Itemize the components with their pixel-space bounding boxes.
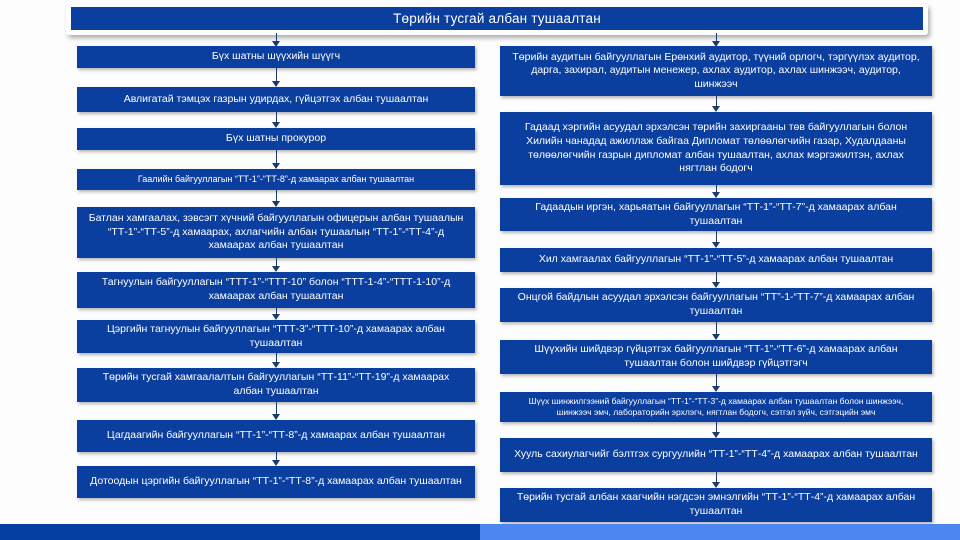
connector-arrow xyxy=(276,308,277,314)
connector-arrow xyxy=(716,96,717,106)
diagram-title: Төрийн тусгай албан тушаалтан xyxy=(71,7,923,30)
flow-node-left-7: Цэргийн тагнуулын байгууллагын “ТТТ-3”-“ТТТ-10”-д хамаарах албан тушаалтан xyxy=(77,320,475,353)
flow-node-left-8: Төрийн тусгай хамгаалалтын байгууллагын “ТТ-11”-“ТТ-19”-д хамаарах албан тушаалтан xyxy=(77,368,475,402)
flow-node-right-6: Шүүхийн шийдвэр гүйцэтгэх байгууллагын “ТТ-1”-“ТТ-6”-д хамаарах албан тушаалтан болон шийдвэр гүйцэтгэгч xyxy=(500,340,932,374)
flow-node-right-4: Хил хамгаалах байгууллагын “ТТ-1”-“ТТ-5”-д хамаарах албан тушаалтан xyxy=(500,248,932,272)
flow-node-right-1: Төрийн аудитын байгууллагын Ерөнхий аудитор, түүний орлогч, тэргүүлэх аудитор, дарга, захирал, аудитын менежер, ахлах аудитор, ахлах шинжээч, аудитор, шинжээч xyxy=(500,46,932,96)
connector-arrow xyxy=(716,33,717,41)
connector-arrow xyxy=(716,231,717,242)
flow-node-left-9: Цагдаагийн байгууллагын “ТТ-1”-“ТТ-8”-д хамаарах албан тушаалтан xyxy=(77,420,475,452)
flow-node-left-1: Бүх шатны шүүхийн шүүгч xyxy=(77,46,475,68)
connector-arrow xyxy=(276,190,277,201)
connector-arrow xyxy=(716,374,717,386)
footer-band-light xyxy=(480,524,960,540)
flow-node-left-4: Гаалийн байгууллагын “ТТ-1”-“ТТ-8”-д хамаарах албан тушаалтан xyxy=(77,169,475,190)
flow-node-left-5: Батлан хамгаалах, зэвсэгт хүчний байгууллагын офицерын албан тушаалын “ТТ-1”-“ТТ-5”-д хамаарах, ахлагчийн албан тушаалын “ТТ-1”-“ТТ-4”-д хамаарах албан тушаалтан xyxy=(77,207,475,258)
flow-node-right-9: Төрийн тусгай албан хаагчийн нэгдсэн эмнэлгийн “ТТ-1”-“ТТ-4”-д хамаарах албан тушаалтан xyxy=(500,488,932,522)
flow-node-right-5: Онцгой байдлын асуудал эрхэлсэн байгууллагын “ТТ”-1-“ТТ-7”-д хамаарах албан тушаалтан xyxy=(500,288,932,322)
connector-arrow xyxy=(716,422,717,432)
flow-node-left-2: Авлигатай тэмцэх газрын удирдах, гүйцэтгэх албан тушаалтан xyxy=(77,87,475,112)
connector-arrow xyxy=(276,150,277,163)
flow-node-left-10: Дотоодын цэргийн байгууллагын “ТТ-1”-“ТТ-8”-д хамаарах албан тушаалтан xyxy=(77,466,475,498)
flow-node-right-8: Хууль сахиулагчийг бэлтгэх сургуулийн “ТТ-1”-“ТТ-4”-д хамаарах албан тушаалтан xyxy=(500,438,932,472)
flow-node-right-3: Гадаадын иргэн, харьяатын байгууллагын “ТТ-1”-“ТТ-7”-д хамаарах албан тушаалтан xyxy=(500,198,932,231)
connector-arrow xyxy=(716,322,717,334)
footer-band-dark xyxy=(0,524,480,540)
connector-arrow xyxy=(276,452,277,460)
flow-node-right-2: Гадаад хэргийн асуудал эрхэлсэн төрийн захиргааны төв байгууллагын болон Хилийн чанадад ажиллаж байгаа Дипломат төлөөлөгчийн газар, Худалдааны төлөөлөгчийн газрын дипломат албан тушаалтан, ахлах мэргэжилтэн, ахлах нягтлан бодогч xyxy=(500,112,932,185)
connector-arrow xyxy=(716,185,717,192)
connector-arrow xyxy=(276,402,277,414)
connector-arrow xyxy=(716,272,717,282)
connector-arrow xyxy=(276,112,277,122)
flow-node-left-6: Тагнуулын байгууллагын “ТТТ-1”-“ТТТ-10” болон “ТТТ-1-4”-“ТТТ-1-10”-д хамаарах албан тушаалтан xyxy=(77,272,475,308)
connector-arrow xyxy=(716,472,717,482)
connector-arrow xyxy=(276,33,277,41)
connector-arrow xyxy=(276,353,277,362)
diagram-title-frame xyxy=(66,4,928,35)
flow-node-right-7: Шүүх шинжилгээний байгууллагын “ТТ-1”-“ТТ-3”-д хамаарах албан тушаалтан болон шинжээч, шинжээч эмч, лабораторийн эрхлэгч, нягтлан бодогч, сэтгэл зүйч, сэтгэцийн эмч xyxy=(500,392,932,422)
connector-arrow xyxy=(276,68,277,81)
flow-node-left-3: Бүх шатны прокурор xyxy=(77,128,475,150)
connector-arrow xyxy=(276,258,277,266)
